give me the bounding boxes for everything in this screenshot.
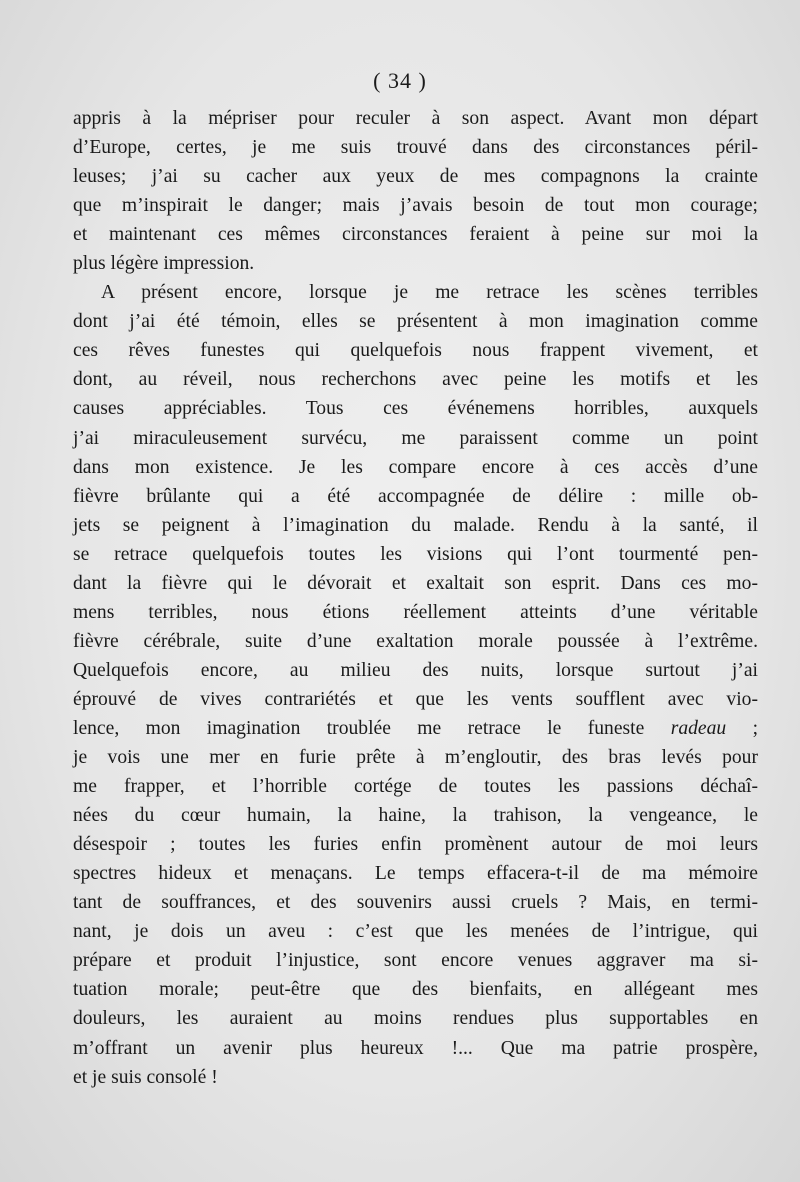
text-line: et maintenant ces mêmes circonstances feraient à peine sur moi la xyxy=(73,224,758,246)
text-line: plus légère impression. xyxy=(73,253,255,275)
text-line: mens terribles, nous étions réellement atteints d’une véritable xyxy=(73,601,758,623)
italic-word: radeau xyxy=(670,717,727,739)
text-line: douleurs, les auraient au moins rendues plus supportables en xyxy=(73,1008,758,1030)
text-line: lence, mon imagination troublée me retrace le funeste radeau ; xyxy=(73,717,759,739)
text-line: nant, je dois un aveu : c’est que les menées de l’intrigue, qui xyxy=(73,921,758,943)
text-line: dont j’ai été témoin, elles se présentent à mon imagination comme xyxy=(73,311,758,333)
text-line: que m’inspirait le danger; mais j’avais besoin de tout mon courage; xyxy=(73,195,758,217)
page-number: ( 34 ) xyxy=(373,68,427,93)
text-line: ces rêves funestes qui quelquefois nous frappent vivement, et xyxy=(73,340,758,362)
text-line: leuses; j’ai su cacher aux yeux de mes compagnons la crainte xyxy=(73,166,758,188)
text-line: dont, au réveil, nous recherchons avec peine les motifs et les xyxy=(73,369,758,391)
text-line: spectres hideux et menaçans. Le temps effacera-t-il de ma mémoire xyxy=(73,863,758,885)
text-line: nées du cœur humain, la haine, la trahison, la vengeance, le xyxy=(73,805,758,827)
text-line: Quelquefois encore, au milieu des nuits, lorsque surtout j’ai xyxy=(73,659,758,681)
text-line: me frapper, et l’horrible cortége de toutes les passions déchaî- xyxy=(73,776,758,798)
text-line: appris à la mépriser pour reculer à son aspect. Avant mon départ xyxy=(73,108,758,129)
text-line: dant la fièvre qui le dévorait et exaltait son esprit. Dans ces mo- xyxy=(73,572,758,594)
text-line: d’Europe, certes, je me suis trouvé dans des circonstances péril- xyxy=(73,137,758,159)
text-line: dans mon existence. Je les compare encore à ces accès d’une xyxy=(73,456,758,478)
text-line: A présent encore, lorsque je me retrace les scènes terribles xyxy=(101,282,758,304)
text-line: éprouvé de vives contrariétés et que les vents soufflent avec vio- xyxy=(73,688,758,710)
text-line: tuation morale; peut-être que des bienfaits, en allégeant mes xyxy=(73,979,758,1001)
text-line: se retrace quelquefois toutes les visions qui l’ont tourmenté pen- xyxy=(73,543,758,565)
text-line: désespoir ; toutes les furies enfin promènent autour de moi leurs xyxy=(73,834,758,856)
text-line: tant de souffrances, et des souvenirs aussi cruels ? Mais, en termi- xyxy=(73,892,758,914)
text-line: m’offrant un avenir plus heureux !... Que ma patrie prospère, xyxy=(73,1037,758,1059)
text-line: fièvre cérébrale, suite d’une exaltation morale poussée à l’extrême. xyxy=(73,630,758,652)
text-line: je vois une mer en furie prête à m’engloutir, des bras levés pour xyxy=(73,747,758,769)
text-line: fièvre brûlante qui a été accompagnée de délire : mille ob- xyxy=(73,485,758,507)
text-line: prépare et produit l’injustice, sont encore venues aggraver ma si- xyxy=(73,950,758,972)
text-line: causes appréciables. Tous ces événemens horribles, auxquels xyxy=(73,398,758,420)
text-line: et je suis consolé ! xyxy=(73,1066,218,1088)
text-line: j’ai miraculeusement survécu, me paraissent comme un point xyxy=(73,427,758,449)
text-line: jets se peignent à l’imagination du malade. Rendu à la santé, il xyxy=(73,514,758,536)
body-text xyxy=(73,104,758,1092)
